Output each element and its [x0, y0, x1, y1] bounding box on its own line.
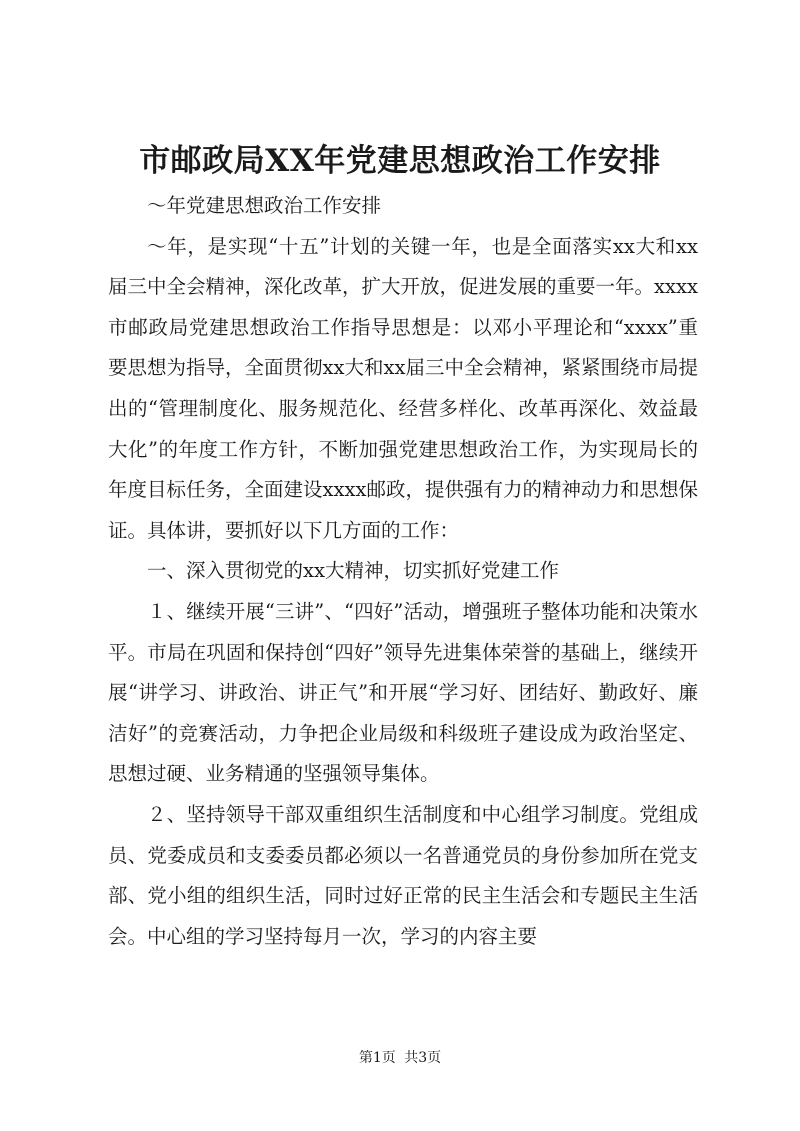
- item-paragraph-2: ２、坚持领导干部双重组织生活制度和中心组学习制度。党组成员、党委成员和支委委员都必须以一名普通党员的身份参加所在党支部、党小组的组织生活，同时过好正常的民主生活会和专题民主生活会。中心组的学习坚持每月一次，学习的内容主要: [108, 802, 698, 948]
- page-number: 第1页: [358, 1050, 396, 1066]
- document-title: 市邮政局XX年党建思想政治工作安排: [139, 143, 661, 179]
- item-paragraph-1: １、继续开展“三讲”、“四好”活动，增强班子整体功能和决策水平。市局在巩固和保持创“四好”领导先进集体荣誉的基础上，继续开展“讲学习、讲政治、讲正气”和开展“学习好、团结好、勤政好、廉洁好”的竞赛活动，力争把企业局级和科级班子建设成为政治坚定、思想过硬、业务精通的坚强领导集体。: [108, 599, 698, 786]
- page-footer: [0, 1048, 800, 1068]
- intro-paragraph: ～年，是实现“十五”计划的关键一年，也是全面落实xx大和xx届三中全会精神，深化改革，扩大开放，促进发展的重要一年。xxxx市邮政局党建思想政治工作指导思想是：以邓小平理论和“xxxx”重要思想为指导，全面贯彻xx大和xx届三中全会精神，紧紧围绕市局提出的“管理制度化、服务规范化、经营多样化、改革再深化、效益最大化”的年度工作方针，不断加强党建思想政治工作，为实现局长的年度目标任务，全面建设xxxx邮政，提供强有力的精神动力和思想保证。具体讲，要抓好以下几方面的工作：: [108, 234, 698, 542]
- page-total: 共3页: [404, 1050, 442, 1066]
- document-body: [108, 186, 698, 957]
- section-heading: 一、深入贯彻党的xx大精神，切实抓好党建工作: [147, 559, 559, 583]
- subtitle-paragraph: ～年党建思想政治工作安排: [147, 194, 382, 217]
